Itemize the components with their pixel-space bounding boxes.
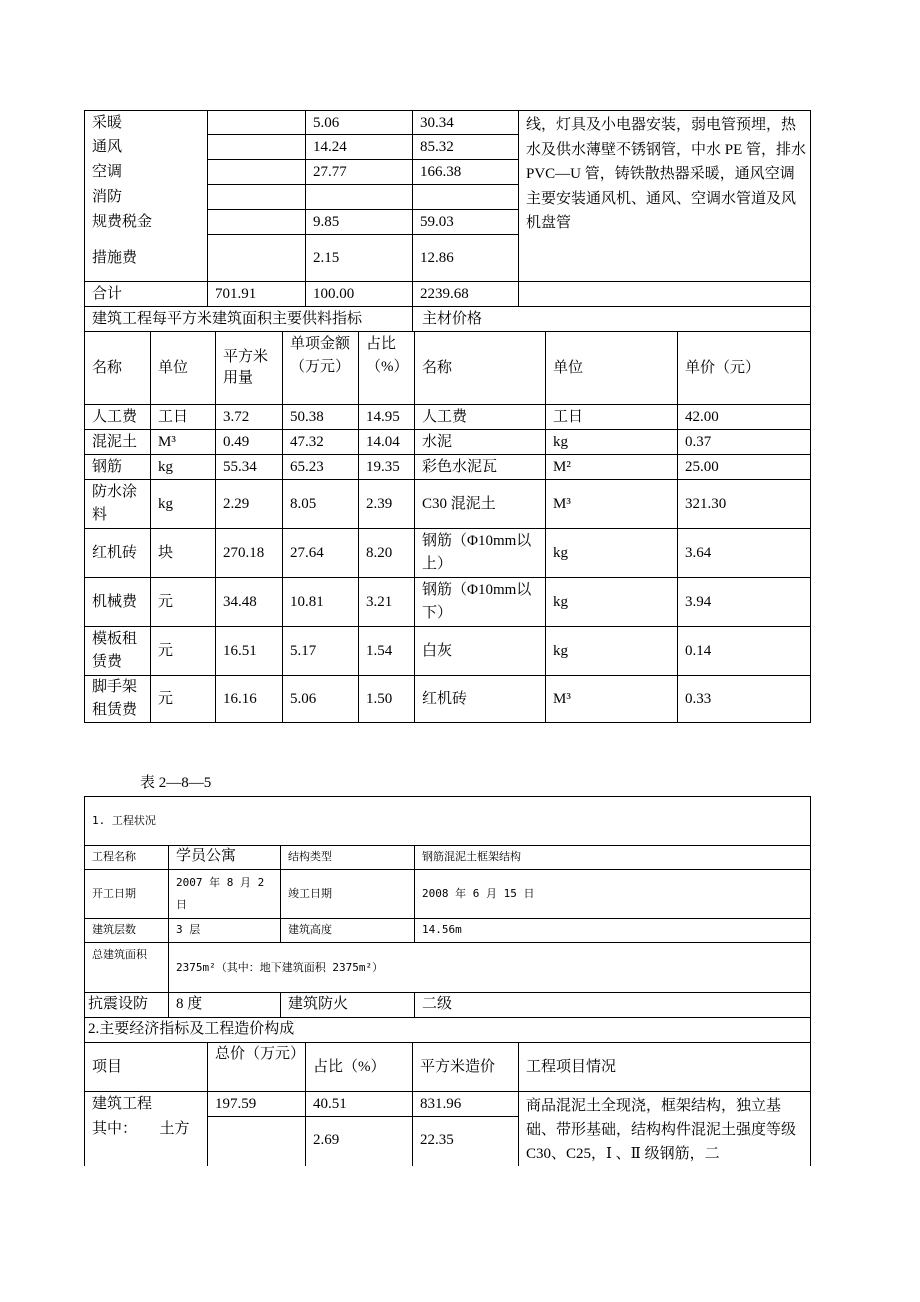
section-title: 1. 工程状况 <box>92 814 156 827</box>
material-qty: 3.72 <box>223 408 250 425</box>
material-pct: 14.95 <box>366 408 400 425</box>
floors-label: 建筑层数 <box>92 923 136 936</box>
material-pct: 19.35 <box>366 458 400 475</box>
main-material-unit: kg <box>553 544 568 561</box>
main-material-unit: kg <box>553 642 568 659</box>
structure-label: 结构类型 <box>288 850 332 863</box>
row-value: 2.15 <box>313 250 340 266</box>
row-value: 59.03 <box>420 214 454 230</box>
col-header: 占比（%） <box>366 336 409 375</box>
main-material-name: C30 混泥土 <box>422 495 496 512</box>
material-amount: 5.17 <box>290 642 317 659</box>
main-material-name: 白灰 <box>422 642 453 659</box>
main-material-price: 321.30 <box>685 495 727 512</box>
material-amount: 50.38 <box>290 408 324 425</box>
material-pct: 2.39 <box>366 495 393 512</box>
seismic-label: 抗震设防 <box>88 996 149 1012</box>
item-sqm: 831.96 <box>420 1096 462 1112</box>
row-value: 5.06 <box>313 115 340 131</box>
row-name: 消防 <box>92 189 123 205</box>
material-qty: 16.51 <box>223 642 257 659</box>
row-value: 85.32 <box>420 139 454 155</box>
col-header: 项目 <box>92 1058 123 1075</box>
material-name: 防水涂料 <box>92 484 138 523</box>
col-header: 名称 <box>422 359 453 376</box>
material-amount: 10.81 <box>290 593 324 610</box>
material-pct: 3.21 <box>366 593 393 610</box>
item-total: 197.59 <box>215 1096 257 1112</box>
material-name: 机械费 <box>92 593 138 610</box>
material-amount: 27.64 <box>290 544 324 561</box>
row-value: 30.34 <box>420 115 454 131</box>
main-material-unit: M² <box>553 458 571 475</box>
main-material-price: 0.37 <box>685 433 712 450</box>
fire-label: 建筑防火 <box>288 996 349 1012</box>
col-header: 名称 <box>92 359 123 376</box>
install-description: 线，灯具及小电器安装，弱电管预埋，热水及供水薄壁不锈钢管，中水 PE 管，排水 PVC—U 管，铸铁散热器采暖，通风空调主要安装通风机、通风、空调水管道及风机盘管 <box>526 117 807 231</box>
main-material-name: 人工费 <box>422 408 468 425</box>
fire-value: 二级 <box>422 996 453 1012</box>
total-value: 2239.68 <box>420 286 469 302</box>
row-value: 14.24 <box>313 139 347 155</box>
material-qty: 0.49 <box>223 433 250 450</box>
col-header: 占比（%） <box>313 1058 386 1075</box>
main-material-name: 钢筋（Φ10mm以下） <box>422 582 532 621</box>
material-qty: 55.34 <box>223 458 257 475</box>
section-title: 主材价格 <box>422 311 483 327</box>
material-unit: M³ <box>158 433 176 450</box>
total-value: 100.00 <box>313 286 355 302</box>
start-label: 开工日期 <box>92 887 136 900</box>
row-value: 166.38 <box>420 164 462 180</box>
material-unit: 元 <box>158 690 174 707</box>
col-header: 单位 <box>553 359 584 376</box>
row-name: 规费税金 <box>92 214 153 230</box>
main-material-name: 彩色水泥瓦 <box>422 458 498 475</box>
main-material-price: 0.14 <box>685 642 712 659</box>
col-header: 工程项目情况 <box>526 1058 617 1075</box>
main-material-price: 3.64 <box>685 544 712 561</box>
col-header: 单位 <box>158 359 189 376</box>
material-name: 脚手架租赁费 <box>92 679 138 718</box>
main-material-name: 钢筋（Φ10mm以上） <box>422 533 532 572</box>
item-name: 其中： 土方 <box>92 1121 190 1137</box>
main-material-price: 25.00 <box>685 458 719 475</box>
material-pct: 1.50 <box>366 690 393 707</box>
height-value: 14.56m <box>422 923 462 936</box>
total-value: 701.91 <box>215 286 257 302</box>
main-material-unit: kg <box>553 433 568 450</box>
material-name: 模板租赁费 <box>92 631 138 670</box>
row-name: 通风 <box>92 139 123 155</box>
item-pct: 2.69 <box>313 1131 340 1148</box>
project-name: 学员公寓 <box>176 848 237 864</box>
material-unit: 工日 <box>158 408 189 425</box>
material-unit: kg <box>158 495 173 512</box>
material-qty: 34.48 <box>223 593 257 610</box>
main-material-price: 0.33 <box>685 690 712 707</box>
row-name: 空调 <box>92 164 123 180</box>
material-pct: 8.20 <box>366 544 393 561</box>
seismic-value: 8 度 <box>176 996 203 1012</box>
table-caption: 表 2—8—5 <box>140 775 212 791</box>
main-material-price: 3.94 <box>685 593 712 610</box>
col-header: 单价（元） <box>685 359 761 376</box>
main-material-name: 水泥 <box>422 433 453 450</box>
material-unit: kg <box>158 458 173 475</box>
col-header: 总价（万元） <box>215 1046 306 1062</box>
material-amount: 65.23 <box>290 458 324 475</box>
material-name: 钢筋 <box>92 458 123 475</box>
material-name: 混泥土 <box>92 433 138 450</box>
structure-value: 钢筋混泥土框架结构 <box>422 850 521 863</box>
main-material-unit: kg <box>553 593 568 610</box>
item-sqm: 22.35 <box>420 1131 454 1148</box>
row-name: 采暖 <box>92 115 123 131</box>
row-value: 9.85 <box>313 214 340 230</box>
end-date: 2008 年 6 月 15 日 <box>422 887 535 900</box>
main-material-unit: M³ <box>553 690 571 707</box>
end-label: 竣工日期 <box>288 887 332 900</box>
material-unit: 元 <box>158 593 174 610</box>
col-header: 平方米用量 <box>223 349 269 386</box>
material-amount: 5.06 <box>290 690 317 707</box>
floors-value: 3 层 <box>176 923 201 936</box>
area-label: 总建筑面积 <box>92 948 147 961</box>
material-unit: 元 <box>158 642 174 659</box>
item-pct: 40.51 <box>313 1096 347 1112</box>
main-material-unit: 工日 <box>553 408 584 425</box>
row-name: 措施费 <box>92 250 138 266</box>
material-amount: 8.05 <box>290 495 317 512</box>
row-value: 27.77 <box>313 164 347 180</box>
material-unit: 块 <box>158 544 174 561</box>
material-amount: 47.32 <box>290 433 324 450</box>
total-label: 合计 <box>92 286 123 302</box>
col-header: 单项金额（万元） <box>290 336 351 375</box>
section-title: 2.主要经济指标及工程造价构成 <box>88 1021 295 1037</box>
col-header: 平方米造价 <box>420 1058 496 1075</box>
section-title: 建筑工程每平方米建筑面积主要供料指标 <box>92 311 363 327</box>
material-qty: 2.29 <box>223 495 250 512</box>
material-qty: 270.18 <box>223 544 265 561</box>
main-material-price: 42.00 <box>685 408 719 425</box>
area-value: 2375m²（其中：地下建筑面积 2375m²） <box>176 960 384 974</box>
project-name-label: 工程名称 <box>92 850 136 863</box>
main-material-unit: M³ <box>553 495 571 512</box>
item-name: 建筑工程 <box>92 1096 153 1112</box>
project-description: 商品混泥土全现浇，框架结构，独立基础、带形基础，结构构件混泥土强度等级 C30、C25，Ⅰ 、Ⅱ 级钢筋，二 <box>526 1098 797 1162</box>
material-qty: 16.16 <box>223 690 257 707</box>
material-name: 红机砖 <box>92 544 138 561</box>
start-date: 2007 年 8 月 2 日 <box>176 876 265 911</box>
row-value: 12.86 <box>420 250 454 266</box>
height-label: 建筑高度 <box>288 923 332 936</box>
main-material-name: 红机砖 <box>422 690 468 707</box>
material-name: 人工费 <box>92 408 138 425</box>
material-pct: 14.04 <box>366 433 400 450</box>
material-pct: 1.54 <box>366 642 393 659</box>
